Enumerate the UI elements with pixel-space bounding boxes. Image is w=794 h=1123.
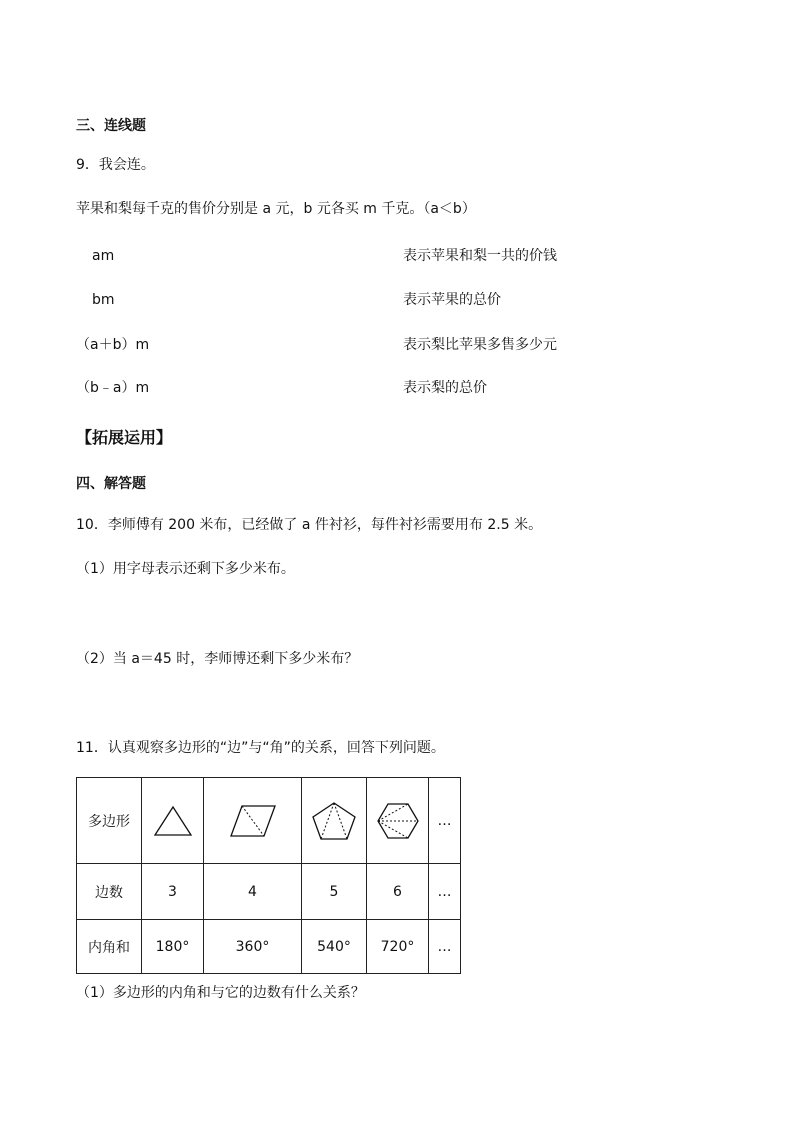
angle-sum-value: 720° <box>367 920 429 974</box>
question-11-part-1: （1）多边形的内角和与它的边数有什么关系？ <box>76 985 365 1001</box>
row-header-polygon: 多边形 <box>77 778 142 864</box>
ellipsis-cell: … <box>429 864 461 920</box>
polygon-table <box>76 777 461 974</box>
sides-value: 4 <box>204 864 302 920</box>
row-header-sides: 边数 <box>77 864 142 920</box>
row-header-angle-sum: 内角和 <box>77 920 142 974</box>
question-10-text: 10．李师傅有 200 米布，已经做了 a 件衬衫，每件衬衫需要用布 2.5 米。 <box>76 517 543 533</box>
right-item-2: 表示苹果的总价 <box>403 292 501 308</box>
left-item-2: bm <box>92 292 115 308</box>
table-row-polygons <box>77 778 461 864</box>
left-item-4: （b﹣a）m <box>76 380 150 396</box>
question-11-text: 11．认真观察多边形的“边”与“角”的关系，回答下列问题。 <box>76 740 445 756</box>
question-9-description: 苹果和梨每千克的售价分别是 a 元，b 元各买 m 千克。（a＜b） <box>76 201 476 217</box>
section-4-title: 四、解答题 <box>76 476 146 492</box>
expand-heading: 【拓展运用】 <box>76 428 173 447</box>
question-9-title: 9．我会连。 <box>76 157 155 173</box>
sides-value: 3 <box>142 864 204 920</box>
parallelogram-icon <box>228 803 278 839</box>
triangle-icon <box>152 804 194 838</box>
angle-sum-value: 540° <box>302 920 367 974</box>
question-10-part-1: （1）用字母表示还剩下多少米布。 <box>76 561 295 577</box>
pentagon-icon <box>310 800 358 842</box>
cell-triangle <box>142 778 204 864</box>
right-item-4: 表示梨的总价 <box>403 380 487 396</box>
angle-sum-value: 360° <box>204 920 302 974</box>
cell-pentagon <box>302 778 367 864</box>
section-3-title: 三、连线题 <box>76 118 146 134</box>
ellipsis-cell: … <box>429 920 461 974</box>
left-item-3: （a＋b）m <box>76 337 150 353</box>
right-item-3: 表示梨比苹果多售多少元 <box>403 337 557 353</box>
angle-sum-value: 180° <box>142 920 204 974</box>
right-item-1: 表示苹果和梨一共的价钱 <box>403 248 557 264</box>
ellipsis-cell: … <box>429 778 461 864</box>
table-row-sides <box>77 864 461 920</box>
question-10-part-2: （2）当 a＝45 时，李师博还剩下多少米布？ <box>76 651 359 667</box>
cell-parallelogram <box>204 778 302 864</box>
sides-value: 6 <box>367 864 429 920</box>
left-item-1: am <box>92 248 115 264</box>
cell-hexagon <box>367 778 429 864</box>
sides-value: 5 <box>302 864 367 920</box>
hexagon-icon <box>375 801 421 841</box>
table-row-angle-sums <box>77 920 461 974</box>
